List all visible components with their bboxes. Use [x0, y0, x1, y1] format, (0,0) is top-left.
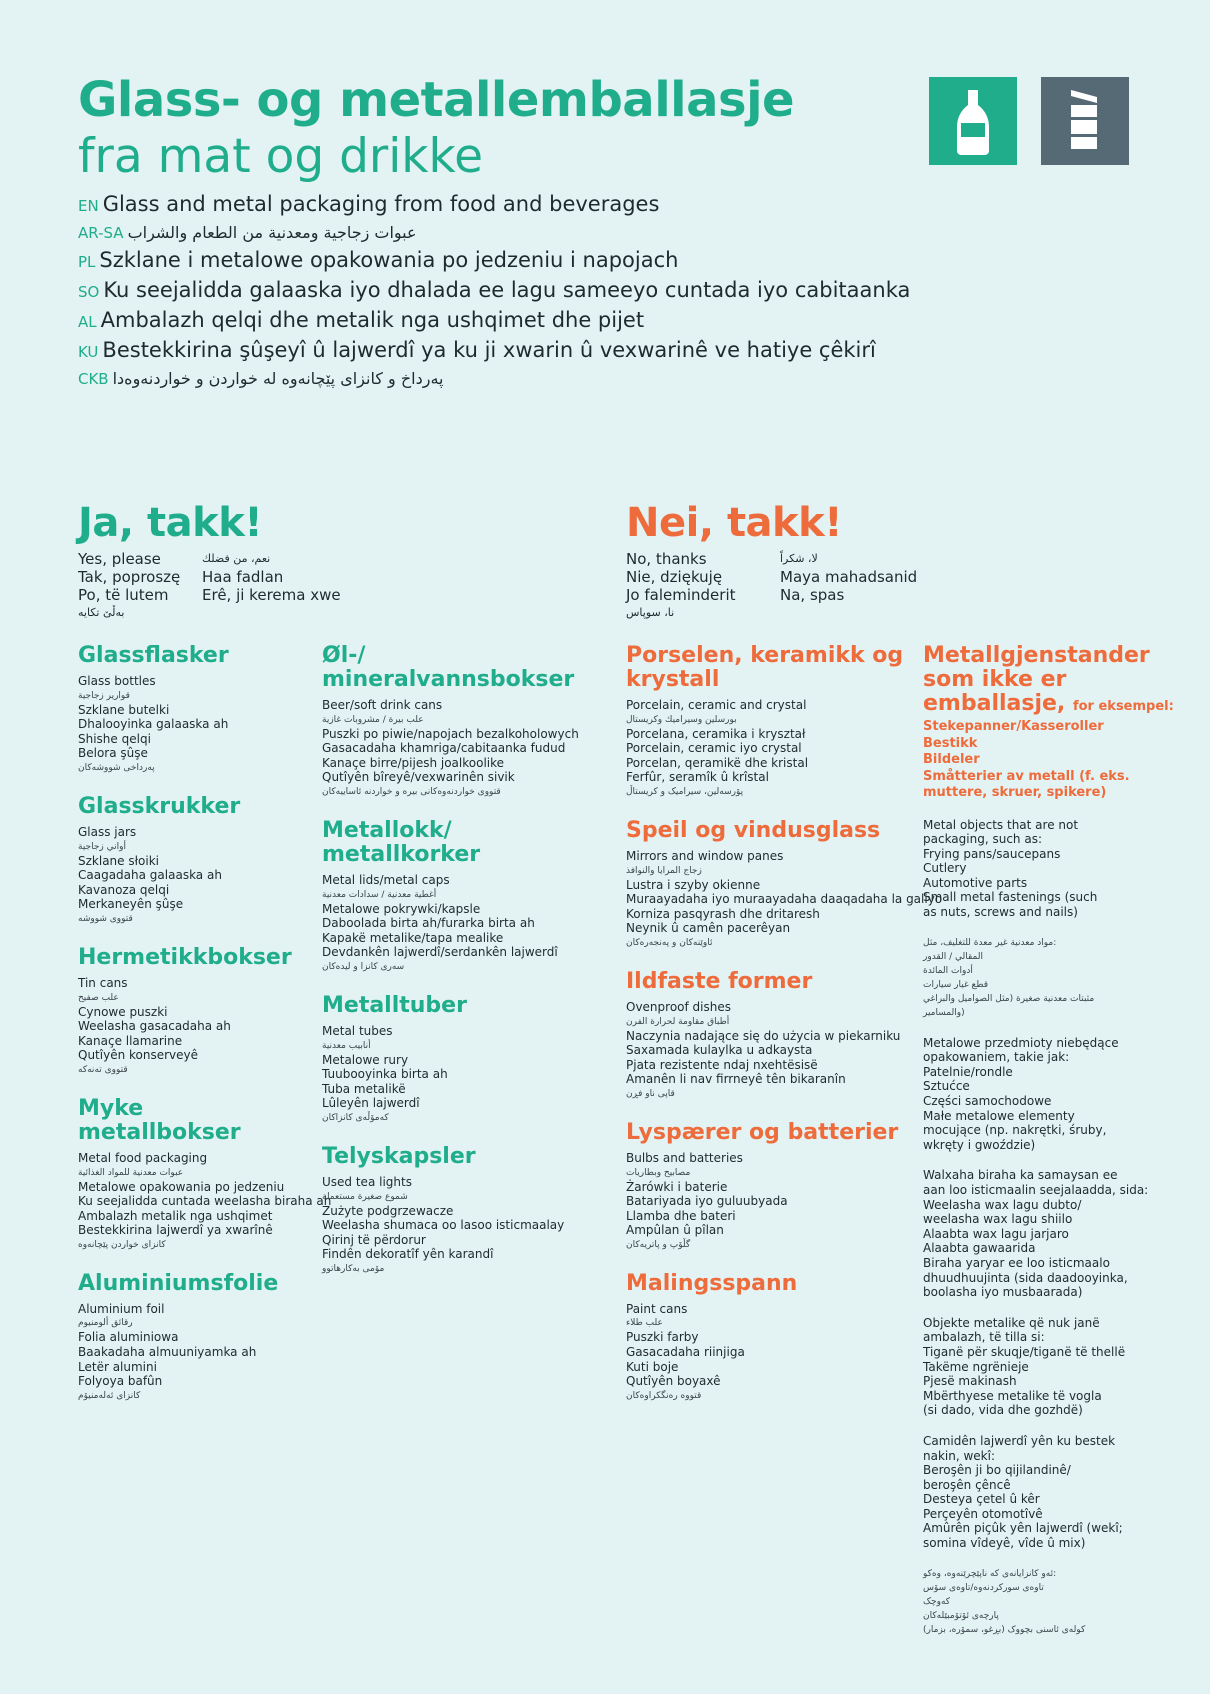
paragraph-line: aan loo isticmaalin seejalaadda, sida:	[923, 1183, 1149, 1197]
category-item: Glass jars	[78, 824, 137, 839]
paragraph-line: Beroşên ji bo qijilandinê/	[923, 1463, 1071, 1478]
category-items	[626, 1000, 916, 1101]
nei-heading: Nei, takk!	[626, 500, 842, 546]
paragraph-line: ئەو کانزایانەی کە ناپێچرێنەوە، وەکو:	[923, 1568, 1057, 1579]
category-item: Metal lids/metal caps	[322, 872, 450, 887]
category-item: Folyoya bafûn	[78, 1374, 163, 1389]
category-item: Ambalazh metalik nga ushqimet	[78, 1208, 273, 1223]
phrase: بەڵێ تکایە	[78, 606, 125, 619]
language-code: AL	[78, 313, 97, 331]
category-item: قتووی شووشە	[78, 913, 133, 924]
phrase	[780, 604, 980, 622]
header	[78, 72, 918, 392]
category-block	[78, 795, 308, 926]
translation-line	[78, 306, 918, 336]
phrase: Na, spas	[780, 586, 845, 604]
page-title: Glass- og metallemballasje	[78, 72, 795, 128]
category-item: Naczynia nadające się do użycia w piekarniku	[626, 1028, 901, 1043]
category-block	[78, 1095, 332, 1252]
category-item: Tuba metalikë	[322, 1081, 406, 1096]
paragraph-line: Walxaha biraha ka samaysan ee	[923, 1168, 1118, 1183]
paragraph-line: nakin, wekî:	[923, 1448, 995, 1463]
category-item: Mirrors and window panes	[626, 848, 784, 863]
category-items	[626, 1302, 916, 1403]
category-item: Caagadaha galaaska ah	[78, 868, 222, 883]
metal-objects-examples	[923, 719, 1185, 802]
category-item: Baakadaha almuuniyamka ah	[78, 1345, 257, 1360]
category-item: Puszki po piwie/napojach bezalkoholowych	[322, 726, 579, 741]
paragraph-line: المقالي / القدور	[923, 951, 983, 962]
category-item: Zużyte podgrzewacze	[322, 1203, 454, 1218]
paragraph-line: پارچەی ئۆتۆمبێلەکان	[923, 1610, 999, 1621]
category-title: Telyskapsler	[322, 1143, 476, 1169]
category-items	[322, 1024, 612, 1125]
accepted-column-2	[322, 644, 612, 1296]
paragraph-line: Alaabta gawaarida	[923, 1241, 1036, 1256]
category-item: Porcelain, ceramic and crystal	[626, 698, 807, 712]
category-item: Porcelana, ceramika i kryształ	[626, 726, 806, 741]
paragraph-line: Cutlery	[923, 861, 967, 876]
language-code: PL	[78, 253, 96, 271]
category-block	[626, 970, 916, 1101]
paragraph-line: somina vîdeyê, vîde û mix)	[923, 1536, 1086, 1551]
category-item: سەری کانزا و لیدەکان	[322, 961, 405, 972]
paragraph-line: Części samochodowe	[923, 1094, 1052, 1109]
category-item: Puszki farby	[626, 1330, 699, 1345]
category-item: Metalowe rury	[322, 1052, 409, 1067]
category-item: Kanaçe birre/pijesh joalkoolike	[322, 755, 505, 770]
category-item: Ferfûr, seramîk û krîstal	[626, 770, 769, 785]
phrase: Haa fadlan	[202, 568, 284, 586]
translation-paragraph	[923, 1036, 1185, 1153]
nei-takk-section	[626, 498, 980, 622]
category-item: Daboolada birta ah/furarka birta ah	[322, 916, 535, 931]
category-items	[78, 976, 308, 1077]
category-title: Hermetikkbokser	[78, 944, 292, 970]
category-block	[322, 1145, 612, 1276]
category-item: Gasacadaha riinjiga	[626, 1345, 745, 1360]
category-item: عبوات معدنية للمواد الغذائية	[78, 1167, 184, 1178]
category-item: زجاج المرايا والنوافذ	[626, 865, 702, 876]
category-item: Qirinj të përdorur	[322, 1232, 426, 1247]
can-icon	[1041, 77, 1129, 165]
paragraph-line: کەوچک	[923, 1596, 951, 1607]
paragraph-line: أدوات المائدة	[923, 965, 973, 976]
metal-objects-heading	[923, 644, 1185, 719]
rejected-column-1	[626, 643, 943, 1423]
category-item: Qutîyên boyaxê	[626, 1374, 721, 1389]
phrase: نا، سوپاس	[626, 606, 675, 619]
category-block	[322, 819, 612, 974]
category-title: Myke metallbokser	[78, 1095, 241, 1145]
category-item: Bulbs and batteries	[626, 1150, 743, 1165]
paragraph-line: تاوەی سورکردنەوە/تاوەی سۆس	[923, 1582, 1044, 1593]
category-item: پەرداخی شووشەکان	[78, 762, 155, 773]
category-items	[626, 698, 916, 799]
category-item: علب بيرة / مشروبات غازية	[322, 714, 424, 725]
phrase: No, thanks	[626, 550, 707, 568]
ja-phrases	[78, 550, 382, 622]
category-item: Used tea lights	[322, 1174, 412, 1189]
category-title: Malingsspann	[626, 1270, 798, 1296]
metal-objects-translations	[923, 818, 1185, 1637]
category-item: Szklane słoiki	[78, 853, 159, 868]
category-item: ئاوێنەکان و پەنجەرەکان	[626, 937, 713, 948]
category-item: Merkaneyên şûşe	[78, 897, 184, 912]
category-title: Metalltuber	[322, 992, 467, 1018]
translation-line	[78, 246, 918, 276]
category-item: Metalowe opakowania po jedzeniu	[78, 1179, 285, 1194]
translation-line	[78, 276, 918, 306]
translation-paragraph	[923, 1168, 1185, 1299]
phrase	[202, 604, 382, 622]
paragraph-line: packaging, such as:	[923, 832, 1042, 847]
paragraph-line: Small metal fastenings (such	[923, 890, 1098, 905]
paragraph-line: Weelasha wax lagu dubto/	[923, 1197, 1082, 1212]
category-item: Cynowe puszki	[78, 1004, 168, 1019]
category-item: قتووە رەنگکراوەکان	[626, 1390, 702, 1401]
category-title: Porselen, keramikk og krystall	[626, 643, 904, 692]
category-item: Weelasha gasacadaha ah	[78, 1019, 231, 1034]
translation-line	[78, 366, 918, 392]
paragraph-line: as nuts, screws and nails)	[923, 905, 1078, 920]
category-block	[626, 817, 943, 950]
category-item: Qutîyên konserveyê	[78, 1048, 198, 1063]
metal-example: Stekepanner/Kasseroller	[923, 719, 1104, 734]
phrase: لا، شكراً	[780, 552, 818, 565]
category-item: قتووی تەنەکە	[78, 1064, 128, 1075]
language-code: KU	[78, 343, 99, 361]
category-item: Tin cans	[78, 975, 128, 990]
language-code: SO	[78, 283, 100, 301]
category-item: Dhalooyinka galaaska ah	[78, 717, 229, 732]
category-item: Batariyada iyo guluubyada	[626, 1194, 788, 1209]
paragraph-line: قطع غيار سيارات	[923, 979, 989, 990]
category-item: Gasacadaha khamriga/cabitaanka fudud	[322, 741, 566, 756]
category-item: پۆرسەلین، سیرامیک و کریستاڵ	[626, 786, 744, 797]
ja-takk-section	[78, 498, 382, 622]
translation-text: Ku seejalidda galaaska iyo dhalada ee lagu sameeyo cuntada iyo cabitaanka	[103, 278, 911, 302]
translation-text: Szklane i metalowe opakowania po jedzeniu i napojach	[99, 248, 679, 272]
language-code: AR-SA	[78, 224, 124, 242]
category-item: مصابيح وبطاريات	[626, 1167, 691, 1178]
category-item: قاپی ناو فڕن	[626, 1088, 675, 1099]
phrase: Erê, ji kerema xwe	[202, 586, 341, 604]
category-item: Kapakë metalike/tapa mealike	[322, 930, 504, 945]
category-item: Ku seejalidda cuntada weelasha biraha ah	[78, 1194, 332, 1209]
category-items	[322, 873, 612, 974]
category-item: Aluminium foil	[78, 1301, 165, 1316]
metal-objects-title-suffix: for eksempel:	[1072, 699, 1174, 714]
metal-example: Bildeler	[923, 752, 980, 767]
category-block	[78, 1272, 308, 1403]
phrase: Nie, dziękuję	[626, 568, 723, 586]
paragraph-line: Amûrên piçûk yên lajwerdî (wekî;	[923, 1521, 1123, 1536]
category-item: Lustra i szyby okienne	[626, 877, 761, 892]
paragraph-line: weelasha wax lagu shiilo	[923, 1212, 1073, 1227]
bottle-icon	[929, 77, 1017, 165]
phrase: Maya mahadsanid	[780, 568, 918, 586]
category-item: شموع صغيرة مستعملة	[322, 1191, 408, 1202]
paragraph-line: (si dado, vida dhe gozhdë)	[923, 1403, 1083, 1418]
translation-paragraph	[923, 936, 1185, 1020]
paragraph-line: Automotive parts	[923, 875, 1028, 890]
paragraph-line: Alaabta wax lagu jarjaro	[923, 1226, 1069, 1241]
category-title: Lyspærer og batterier	[626, 1119, 899, 1145]
nei-phrases	[626, 550, 980, 622]
category-item: قتووی خواردنەوەکانی بیرە و خواردنە ئاساییەکان	[322, 786, 501, 797]
category-item: Pjata rezistente ndaj nxehtësisë	[626, 1057, 818, 1072]
translation-text: Ambalazh qelqi dhe metalik nga ushqimet dhe pijet	[100, 308, 645, 332]
category-item: Ampûlan û pîlan	[626, 1223, 724, 1238]
language-code: CKB	[78, 370, 109, 388]
paragraph-line: کولەی ئاسنی بچووک (بڕغو، سمۆرە، بزمار)	[923, 1624, 1086, 1635]
category-item: Saxamada kulaylka u adkaysta	[626, 1043, 813, 1058]
translation-line	[78, 190, 918, 220]
paragraph-line: Małe metalowe elementy	[923, 1108, 1075, 1123]
category-items	[78, 825, 308, 926]
category-item: مۆمی بەکارهاتوو	[322, 1263, 385, 1274]
category-item: قوارير زجاجية	[78, 690, 130, 701]
metal-objects-title: Metallgjenstander som ikke er emballasje,	[923, 643, 1150, 716]
category-item: Llamba dhe bateri	[626, 1208, 736, 1223]
category-item: Kanaçe llamarine	[78, 1033, 183, 1048]
category-item: Glass bottles	[78, 674, 156, 688]
category-item: Porcelain, ceramic iyo crystal	[626, 741, 802, 756]
paragraph-line: Takëme ngrënieje	[923, 1359, 1029, 1374]
paragraph-line: Mbërthyese metalike të vogla	[923, 1388, 1102, 1403]
phrase: نعم، من فضلك	[202, 552, 271, 565]
translation-text: عبوات زجاجية ومعدنية من الطعام والشراب	[127, 223, 417, 242]
category-item: Metal food packaging	[78, 1150, 208, 1165]
paragraph-line: Frying pans/saucepans	[923, 846, 1061, 861]
category-block	[322, 644, 612, 799]
category-item: Kavanoza qelqi	[78, 882, 170, 897]
translation-line	[78, 220, 918, 246]
category-item: Metalowe pokrywki/kapsle	[322, 901, 481, 916]
category-block	[322, 994, 612, 1125]
category-items	[78, 674, 308, 775]
paragraph-line: dhuudhuujinta (sida daadooyinka,	[923, 1270, 1128, 1285]
paragraph-line: ambalazh, të tilla si:	[923, 1330, 1045, 1345]
paragraph-line: opakowaniem, takie jak:	[923, 1050, 1070, 1065]
category-item: Devdankên lajwerdî/serdankên lajwerdî	[322, 945, 558, 960]
category-item: Paint cans	[626, 1301, 688, 1316]
category-item: Lûleyên lajwerdî	[322, 1096, 420, 1111]
category-title: Glasskrukker	[78, 793, 241, 819]
paragraph-line: Sztućce	[923, 1079, 970, 1094]
category-item: Muraayadaha iyo muraayadaha daaqadaha la galiyo	[626, 892, 943, 907]
category-block	[626, 1121, 916, 1252]
category-item: أواني زجاجية	[78, 841, 126, 852]
category-items	[626, 1151, 916, 1252]
category-items	[78, 1302, 308, 1403]
category-items	[78, 1150, 332, 1252]
category-item: Letër alumini	[78, 1359, 157, 1374]
metal-example: Bestikk	[923, 735, 978, 751]
paragraph-line: boolasha iyo musbaarada)	[923, 1285, 1083, 1300]
category-item: Żarówki i baterie	[626, 1179, 728, 1194]
category-title: Ildfaste former	[626, 968, 813, 994]
category-block	[78, 946, 308, 1077]
paragraph-line: Patelnie/rondle	[923, 1064, 1013, 1079]
paragraph-line: Camidên lajwerdî yên ku bestek	[923, 1433, 1116, 1448]
phrase: Tak, poproszę	[78, 568, 181, 586]
category-title: Metallokk/ metallkorker	[322, 817, 481, 867]
category-item: Kuti boje	[626, 1359, 679, 1374]
category-item: Bestekkirina lajwerdî ya xwarînê	[78, 1223, 273, 1238]
category-block	[626, 644, 916, 799]
category-title: Øl-/ mineralvannsbokser	[322, 643, 575, 692]
category-item: علب صفيح	[78, 992, 119, 1003]
translation-paragraph	[923, 1316, 1185, 1418]
paragraph-line: Desteya çetel û kêr	[923, 1492, 1040, 1507]
category-item: Beer/soft drink cans	[322, 698, 443, 712]
paragraph-line: wkręty i gwoździe)	[923, 1137, 1036, 1152]
paragraph-line: beroşên çêncê	[923, 1477, 1011, 1492]
category-title: Aluminiumsfolie	[78, 1270, 279, 1296]
metal-example: Småtterier av metall (f. eks. muttere, skruer, spikere)	[923, 768, 1130, 800]
paragraph-line: والمسامير)	[923, 1007, 965, 1018]
phrase: Po, të lutem	[78, 586, 169, 604]
category-title: Speil og vindusglass	[626, 817, 881, 843]
paragraph-line: Metal objects that are not	[923, 817, 1079, 832]
category-item: Amanên li nav firrneyê tên bikaranîn	[626, 1072, 846, 1087]
category-item: کانزای خواردن پێچانەوە	[78, 1239, 166, 1250]
paragraph-line: Objekte metalike që nuk janë	[923, 1315, 1100, 1330]
category-item: علب طلاء	[626, 1318, 663, 1329]
page-subtitle: fra mat og drikke	[78, 129, 483, 184]
category-item: Shishe qelqi	[78, 731, 151, 746]
category-item: Folia aluminiowa	[78, 1330, 179, 1345]
category-item: رقائق ألومنيوم	[78, 1318, 133, 1329]
category-item: Weelasha shumaca oo lasoo isticmaalay	[322, 1218, 565, 1233]
language-code: EN	[78, 197, 99, 215]
category-item: بورسلين وسيراميك وكريستال	[626, 714, 737, 725]
phrase: Jo faleminderit	[626, 586, 736, 604]
category-item: Szklane butelki	[78, 702, 170, 717]
translation-paragraph	[923, 1434, 1185, 1551]
category-item: Korniza pasqyrash dhe dritaresh	[626, 906, 820, 921]
category-item: کانزای ئەلەمنیۆم	[78, 1390, 141, 1401]
category-block	[78, 644, 308, 775]
ja-heading: Ja, takk!	[78, 500, 263, 546]
translation-text: Glass and metal packaging from food and beverages	[102, 192, 660, 216]
category-item: أنابيب معدنية	[322, 1040, 371, 1051]
translation-text: Bestekkirina şûşeyî û lajwerdî ya ku ji xwarin û vexwarinê ve hatiye çêkirî	[102, 338, 876, 362]
paragraph-line: Metalowe przedmioty niebędące	[923, 1035, 1119, 1050]
category-item: Metal tubes	[322, 1023, 393, 1038]
category-block	[626, 1272, 916, 1403]
category-items	[626, 848, 943, 950]
category-item: أطباق مقاومة لحرارة الفرن	[626, 1016, 730, 1027]
category-item: Tuubooyinka birta ah	[322, 1067, 448, 1082]
paragraph-line: Perçeyên otomotîvê	[923, 1506, 1043, 1521]
category-item: Porcelan, qeramikë dhe kristal	[626, 755, 809, 770]
paragraph-line: mocujące (np. nakrętki, śruby,	[923, 1123, 1107, 1138]
category-item: کەمۆڵەی کانزاکان	[322, 1112, 389, 1123]
category-item: أغطية معدنية / سدادات معدنية	[322, 889, 437, 900]
category-item: Belora şûşe	[78, 746, 148, 761]
translation-paragraph	[923, 818, 1185, 920]
accepted-column-1	[78, 643, 332, 1423]
category-item: گڵۆپ و پاتریەکان	[626, 1239, 691, 1250]
category-items	[322, 1175, 612, 1276]
paragraph-line: Biraha yaryar ee loo isticmaalo	[923, 1255, 1110, 1270]
paragraph-line: Tiganë për skuqje/tiganë të thellë	[923, 1344, 1126, 1359]
translation-text: پەرداخ و کانزای پێچانەوە لە خواردن و خواردنەوەدا	[112, 369, 444, 388]
category-item: Findên dekoratîf yên karandî	[322, 1247, 494, 1262]
translation-line	[78, 336, 918, 366]
phrase: Yes, please	[78, 550, 161, 568]
category-item: Neynik û camên pacerêyan	[626, 921, 791, 936]
category-items	[322, 698, 612, 799]
category-item: Ovenproof dishes	[626, 999, 731, 1014]
translation-paragraph	[923, 1567, 1185, 1637]
rejected-column-2	[923, 644, 1185, 1637]
paragraph-line: Pjesë makinash	[923, 1374, 1017, 1389]
category-item: Qutîyên bîreyê/vexwarinên sivik	[322, 770, 515, 785]
paragraph-line: مثبتات معدنية صغيرة (مثل الصواميل والبراغي	[923, 993, 1095, 1004]
category-title: Glassflasker	[78, 643, 229, 668]
translation-list	[78, 190, 918, 392]
paragraph-line: مواد معدنية غير معدة للتغليف، مثل:	[923, 937, 1057, 948]
